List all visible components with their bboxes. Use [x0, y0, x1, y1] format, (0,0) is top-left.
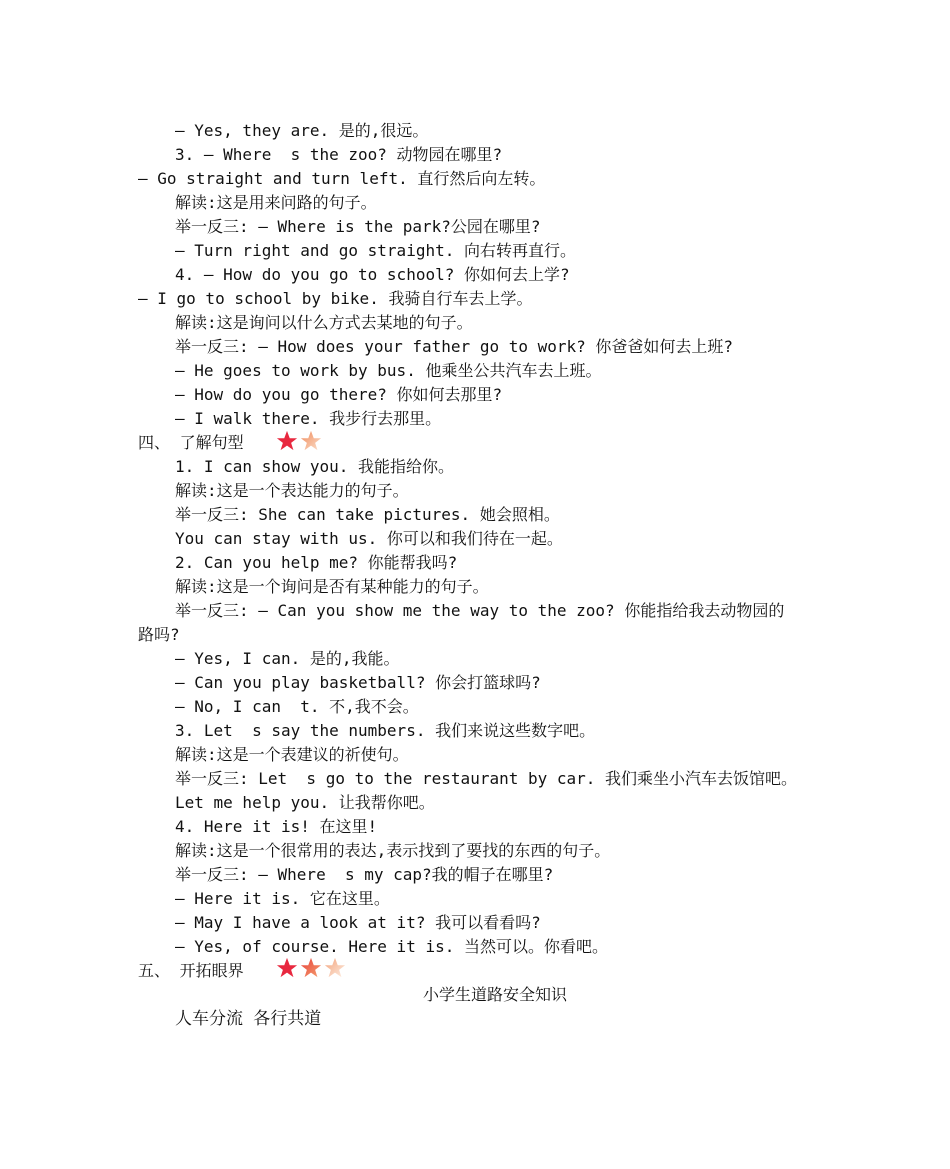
star-fading-icon: [300, 430, 322, 452]
text-line: 解读:这是一个很常用的表达,表示找到了要找的东西的句子。: [175, 841, 611, 860]
text-line: — Here it is. 它在这里。: [175, 889, 390, 908]
text-line: 解读:这是一个表建议的祈使句。: [175, 745, 409, 764]
text-line: 举一反三: — Can you show me the way to the zoo? 你能指给我去动物园的: [175, 601, 785, 620]
text-line: — I go to school by bike. 我骑自行车去上学。: [138, 289, 533, 308]
text-line: 1. I can show you. 我能指给你。: [175, 457, 455, 476]
text-line: — Go straight and turn left. 直行然后向左转。: [138, 169, 546, 188]
text-line: — Can you play basketball? 你会打篮球吗?: [175, 673, 541, 692]
text-line: — I walk there. 我步行去那里。: [175, 409, 442, 428]
text-line: 解读:这是询问以什么方式去某地的句子。: [175, 313, 473, 332]
text-line: 举一反三: She can take pictures. 她会照相。: [175, 505, 560, 524]
section-subtitle: 小学生道路安全知识: [422, 985, 567, 1004]
rating-stars-icon: [276, 429, 322, 453]
text-line: — Turn right and go straight. 向右转再直行。: [175, 241, 576, 260]
text-line: — May I have a look at it? 我可以看看吗?: [175, 913, 541, 932]
text-line: 3. — Where s the zoo? 动物园在哪里?: [175, 145, 503, 164]
text-line: 解读:这是用来问路的句子。: [175, 193, 377, 212]
text-line: 举一反三: Let s go to the restaurant by car. 我们乘坐小汽车去饭馆吧。: [175, 769, 798, 788]
text-line: 2. Can you help me? 你能帮我吗?: [175, 553, 458, 572]
text-line: You can stay with us. 你可以和我们待在一起。: [175, 529, 563, 548]
star-fading-icon: [324, 957, 346, 979]
text-line: — Yes, I can. 是的,我能。: [175, 649, 400, 668]
text-line: — No, I can t. 不,我不会。: [175, 697, 419, 716]
section-heading: 四、 了解句型: [138, 433, 244, 452]
text-line: — Yes, of course. Here it is. 当然可以。你看吧。: [175, 937, 608, 956]
text-line: — He goes to work by bus. 他乘坐公共汽车去上班。: [175, 361, 602, 380]
text-line: — How do you go there? 你如何去那里?: [175, 385, 503, 404]
text-line: 4. Here it is! 在这里!: [175, 817, 378, 836]
text-line: 举一反三: — Where is the park?公园在哪里?: [175, 217, 541, 236]
text-line: 人车分流 各行共道: [175, 1009, 322, 1029]
text-line: 路吗?: [138, 625, 180, 644]
text-line: 3. Let s say the numbers. 我们来说这些数字吧。: [175, 721, 596, 740]
text-line: — Yes, they are. 是的,很远。: [175, 121, 429, 140]
section-heading: 五、 开拓眼界: [138, 961, 244, 980]
text-line: 解读:这是一个表达能力的句子。: [175, 481, 409, 500]
text-line: 举一反三: — Where s my cap?我的帽子在哪里?: [175, 865, 554, 884]
text-line: 解读:这是一个询问是否有某种能力的句子。: [175, 577, 489, 596]
text-line: 举一反三: — How does your father go to work? 你爸爸如何去上班?: [175, 337, 734, 356]
text-line: 4. — How do you go to school? 你如何去上学?: [175, 265, 570, 284]
star-icon: [276, 430, 298, 452]
star-icon: [300, 957, 322, 979]
star-icon: [276, 957, 298, 979]
text-line: Let me help you. 让我帮你吧。: [175, 793, 435, 812]
rating-stars-icon: [276, 956, 346, 980]
